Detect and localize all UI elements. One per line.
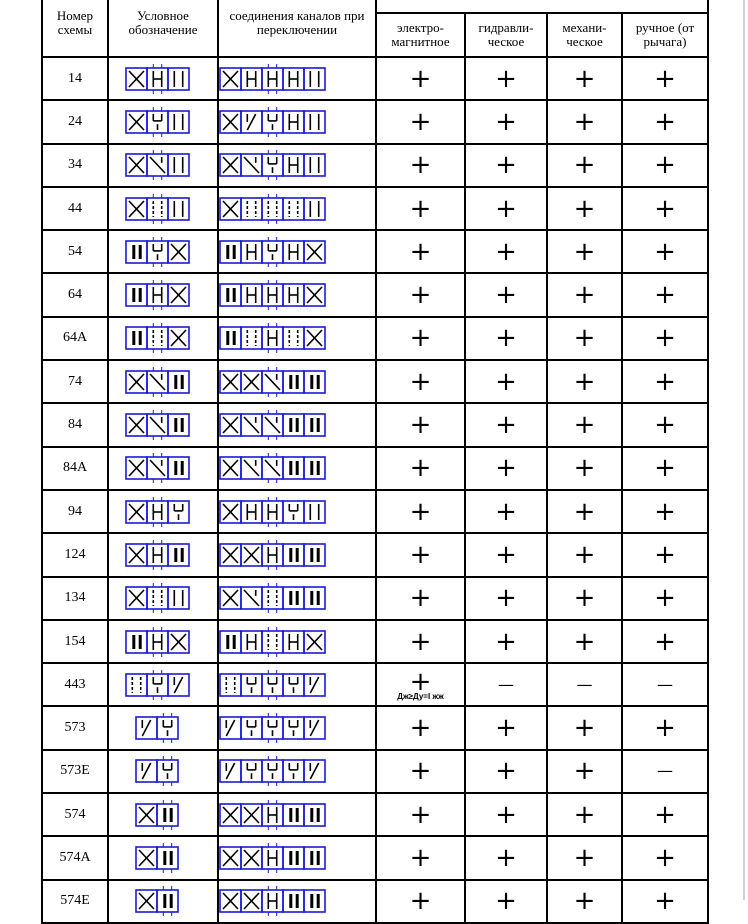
scheme-symbol bbox=[108, 57, 218, 100]
mark-symbol: + bbox=[409, 756, 432, 787]
mark-hydraulic bbox=[465, 836, 547, 879]
mark-electromagnetic bbox=[376, 750, 465, 793]
scheme-number: 74 bbox=[42, 360, 108, 403]
mark-symbol: + bbox=[495, 150, 517, 181]
mark-symbol: + bbox=[409, 150, 432, 181]
scheme-number: 573Е bbox=[42, 750, 108, 793]
mark-symbol: + bbox=[654, 496, 676, 527]
mark-hydraulic bbox=[465, 403, 547, 446]
header-symbol: Условное обозначение bbox=[108, 0, 218, 57]
scheme-connections bbox=[218, 360, 376, 403]
valve-connections-diagram bbox=[220, 578, 374, 618]
scheme-symbol bbox=[108, 663, 218, 706]
mark-symbol: + bbox=[409, 713, 432, 744]
mark-electromagnetic bbox=[376, 403, 465, 446]
table-row bbox=[42, 620, 708, 663]
valve-connections-diagram bbox=[220, 708, 374, 748]
scheme-symbol bbox=[108, 533, 218, 576]
mark-symbol: + bbox=[573, 756, 596, 787]
scheme-symbol bbox=[108, 187, 218, 230]
scheme-connections bbox=[218, 57, 376, 100]
scheme-number: 574 bbox=[42, 793, 108, 836]
mark-symbol: + bbox=[573, 366, 596, 397]
scheme-number: 154 bbox=[42, 620, 108, 663]
mark-electromagnetic bbox=[376, 490, 465, 533]
mark-hydraulic bbox=[465, 273, 547, 316]
mark-symbol: + bbox=[409, 280, 432, 311]
scheme-symbol bbox=[108, 360, 218, 403]
scheme-connections bbox=[218, 490, 376, 533]
mark-symbol: + bbox=[495, 193, 517, 224]
valve-symbol bbox=[110, 838, 216, 878]
valve-connections-diagram bbox=[220, 362, 374, 402]
scheme-connections bbox=[218, 663, 376, 706]
valve-connections-diagram bbox=[220, 145, 374, 185]
mark-symbol: + bbox=[573, 799, 596, 830]
mark-hydraulic bbox=[465, 317, 547, 360]
scheme-number: 54 bbox=[42, 230, 108, 273]
mark-symbol: + bbox=[495, 539, 517, 570]
table-row bbox=[42, 403, 708, 446]
mark-manual bbox=[622, 533, 708, 576]
mark-symbol: + bbox=[573, 323, 596, 354]
mark-manual bbox=[622, 447, 708, 490]
scheme-number: 84А bbox=[42, 447, 108, 490]
valve-connections-diagram bbox=[220, 751, 374, 791]
mark-symbol: + bbox=[654, 539, 676, 570]
mark-symbol: + bbox=[495, 323, 517, 354]
mark-hydraulic bbox=[465, 880, 547, 923]
mark-electromagnetic bbox=[376, 577, 465, 620]
mark-manual bbox=[622, 57, 708, 100]
mark-manual bbox=[622, 706, 708, 749]
valve-connections-diagram bbox=[220, 881, 374, 921]
mark-symbol: + bbox=[654, 842, 676, 873]
valve-symbol bbox=[110, 535, 216, 575]
mark-electromagnetic bbox=[376, 57, 465, 100]
mark-symbol: — bbox=[576, 674, 593, 694]
scheme-connections bbox=[218, 620, 376, 663]
mark-symbol: + bbox=[495, 236, 517, 267]
mark-manual bbox=[622, 144, 708, 187]
table-row bbox=[42, 793, 708, 836]
mark-symbol: + bbox=[409, 496, 432, 527]
mark-electromagnetic bbox=[376, 620, 465, 663]
valve-symbol bbox=[110, 318, 216, 358]
mark-note: Дж≥Ду=I жж bbox=[397, 691, 444, 701]
table-row bbox=[42, 836, 708, 879]
mark-symbol: + bbox=[654, 410, 676, 441]
mark-symbol: + bbox=[573, 539, 596, 570]
valve-connections-diagram bbox=[220, 622, 374, 662]
valve-symbol bbox=[110, 708, 216, 748]
mark-symbol: — bbox=[657, 761, 673, 781]
scheme-number: 124 bbox=[42, 533, 108, 576]
valve-symbol bbox=[110, 145, 216, 185]
mark-electromagnetic bbox=[376, 317, 465, 360]
mark-symbol: + bbox=[495, 583, 517, 614]
mark-symbol: + bbox=[573, 280, 596, 311]
valve-symbol bbox=[110, 881, 216, 921]
scheme-symbol bbox=[108, 577, 218, 620]
valve-symbol bbox=[110, 622, 216, 662]
mark-electromagnetic bbox=[376, 793, 465, 836]
table-row bbox=[42, 880, 708, 923]
scheme-connections bbox=[218, 317, 376, 360]
mark-symbol: + bbox=[654, 453, 676, 484]
mark-manual bbox=[622, 880, 708, 923]
mark-mechanical bbox=[547, 187, 622, 230]
header-control-group bbox=[376, 0, 708, 13]
valve-symbol bbox=[110, 275, 216, 315]
scheme-connections bbox=[218, 577, 376, 620]
mark-symbol: + bbox=[654, 886, 676, 917]
mark-symbol: + bbox=[573, 410, 596, 441]
valve-connections-diagram bbox=[220, 232, 374, 272]
mark-symbol: + bbox=[495, 280, 517, 311]
mark-symbol: + bbox=[654, 366, 676, 397]
valve-connections-diagram bbox=[220, 665, 374, 705]
table-row bbox=[42, 577, 708, 620]
mark-symbol: + bbox=[495, 756, 517, 787]
mark-hydraulic bbox=[465, 533, 547, 576]
mark-symbol: + bbox=[573, 150, 596, 181]
table-row bbox=[42, 273, 708, 316]
scheme-connections bbox=[218, 144, 376, 187]
mark-mechanical bbox=[547, 577, 622, 620]
mark-symbol: + bbox=[495, 842, 517, 873]
scheme-connections bbox=[218, 750, 376, 793]
mark-symbol: + bbox=[495, 626, 517, 657]
mark-symbol: + bbox=[495, 713, 517, 744]
valve-symbol bbox=[110, 232, 216, 272]
scheme-number: 94 bbox=[42, 490, 108, 533]
scheme-symbol bbox=[108, 100, 218, 143]
mark-symbol: + bbox=[409, 410, 432, 441]
table-row bbox=[42, 317, 708, 360]
table-row bbox=[42, 447, 708, 490]
valve-connections-diagram bbox=[220, 838, 374, 878]
mark-mechanical bbox=[547, 230, 622, 273]
mark-mechanical bbox=[547, 836, 622, 879]
mark-hydraulic bbox=[465, 577, 547, 620]
mark-hydraulic bbox=[465, 230, 547, 273]
table-row bbox=[42, 144, 708, 187]
mark-mechanical bbox=[547, 100, 622, 143]
mark-symbol: + bbox=[409, 626, 432, 657]
mark-electromagnetic bbox=[376, 144, 465, 187]
mark-manual bbox=[622, 100, 708, 143]
mark-mechanical bbox=[547, 490, 622, 533]
scheme-number: 64А bbox=[42, 317, 108, 360]
header-connections: соединения каналов при переключении bbox=[218, 0, 376, 57]
mark-electromagnetic bbox=[376, 533, 465, 576]
scheme-symbol bbox=[108, 706, 218, 749]
valve-symbol bbox=[110, 59, 216, 99]
mark-symbol: + bbox=[409, 842, 432, 873]
mark-symbol: + bbox=[573, 886, 596, 917]
mark-electromagnetic bbox=[376, 447, 465, 490]
mark-hydraulic bbox=[465, 144, 547, 187]
scheme-number: 134 bbox=[42, 577, 108, 620]
valve-connections-diagram bbox=[220, 275, 374, 315]
mark-symbol: + bbox=[409, 193, 432, 224]
table-row bbox=[42, 533, 708, 576]
mark-symbol: + bbox=[573, 842, 596, 873]
mark-hydraulic bbox=[465, 447, 547, 490]
mark-manual bbox=[622, 620, 708, 663]
valve-connections-diagram bbox=[220, 189, 374, 229]
mark-electromagnetic bbox=[376, 836, 465, 879]
mark-symbol: + bbox=[409, 666, 432, 697]
mark-manual bbox=[622, 230, 708, 273]
mark-manual bbox=[622, 317, 708, 360]
mark-symbol: + bbox=[573, 583, 596, 614]
valve-symbol bbox=[110, 405, 216, 445]
mark-mechanical bbox=[547, 317, 622, 360]
scheme-number: 443 bbox=[42, 663, 108, 706]
mark-mechanical bbox=[547, 403, 622, 446]
valve-symbol bbox=[110, 492, 216, 532]
mark-hydraulic bbox=[465, 620, 547, 663]
mark-symbol: + bbox=[409, 63, 432, 94]
valve-symbol bbox=[110, 189, 216, 229]
mark-mechanical bbox=[547, 793, 622, 836]
mark-symbol: + bbox=[654, 323, 676, 354]
schemes-table bbox=[41, 0, 709, 924]
mark-mechanical bbox=[547, 144, 622, 187]
mark-manual bbox=[622, 360, 708, 403]
mark-symbol: + bbox=[573, 626, 596, 657]
mark-hydraulic bbox=[465, 100, 547, 143]
mark-manual bbox=[622, 273, 708, 316]
mark-electromagnetic bbox=[376, 663, 465, 706]
mark-mechanical bbox=[547, 273, 622, 316]
mark-mechanical bbox=[547, 880, 622, 923]
scheme-symbol bbox=[108, 273, 218, 316]
valve-symbol bbox=[110, 448, 216, 488]
mark-mechanical bbox=[547, 620, 622, 663]
mark-symbol: + bbox=[409, 453, 432, 484]
table-row bbox=[42, 706, 708, 749]
valve-connections-diagram bbox=[220, 448, 374, 488]
mark-symbol: + bbox=[495, 453, 517, 484]
scheme-number: 14 bbox=[42, 57, 108, 100]
mark-symbol: + bbox=[654, 63, 676, 94]
header-scheme-number: Номер схемы bbox=[42, 0, 108, 57]
scheme-number: 84 bbox=[42, 403, 108, 446]
table-row bbox=[42, 57, 708, 100]
scheme-symbol bbox=[108, 620, 218, 663]
mark-manual bbox=[622, 490, 708, 533]
mark-electromagnetic bbox=[376, 880, 465, 923]
valve-connections-diagram bbox=[220, 492, 374, 532]
mark-symbol: + bbox=[495, 63, 517, 94]
mark-symbol: + bbox=[654, 236, 676, 267]
mark-electromagnetic bbox=[376, 706, 465, 749]
scheme-symbol bbox=[108, 880, 218, 923]
mark-symbol: + bbox=[573, 453, 596, 484]
page-edge bbox=[743, 0, 745, 900]
mark-symbol: + bbox=[654, 193, 676, 224]
table-row bbox=[42, 100, 708, 143]
scheme-number: 574А bbox=[42, 836, 108, 879]
header-manual: ручное (от рычага) bbox=[622, 13, 708, 57]
valve-connections-diagram bbox=[220, 405, 374, 445]
table-row bbox=[42, 187, 708, 230]
scheme-connections bbox=[218, 187, 376, 230]
table-row bbox=[42, 663, 708, 706]
scheme-number: 24 bbox=[42, 100, 108, 143]
scheme-number: 574Е bbox=[42, 880, 108, 923]
valve-symbol bbox=[110, 665, 216, 705]
scheme-symbol bbox=[108, 317, 218, 360]
table-row bbox=[42, 490, 708, 533]
scheme-connections bbox=[218, 533, 376, 576]
mark-mechanical bbox=[547, 360, 622, 403]
mark-symbol: + bbox=[654, 583, 676, 614]
scheme-number: 44 bbox=[42, 187, 108, 230]
mark-symbol: + bbox=[495, 886, 517, 917]
scheme-symbol bbox=[108, 403, 218, 446]
mark-symbol: + bbox=[409, 236, 432, 267]
mark-mechanical bbox=[547, 750, 622, 793]
mark-hydraulic bbox=[465, 663, 547, 706]
mark-hydraulic bbox=[465, 706, 547, 749]
mark-symbol: + bbox=[495, 366, 517, 397]
mark-symbol: + bbox=[409, 583, 432, 614]
mark-hydraulic bbox=[465, 750, 547, 793]
scheme-connections bbox=[218, 706, 376, 749]
mark-mechanical bbox=[547, 663, 622, 706]
table-row bbox=[42, 750, 708, 793]
table-row bbox=[42, 230, 708, 273]
mark-symbol: + bbox=[495, 496, 517, 527]
header-hydraulic: гидравли-ческое bbox=[465, 13, 547, 57]
valve-symbol bbox=[110, 751, 216, 791]
mark-symbol: + bbox=[409, 886, 432, 917]
mark-electromagnetic bbox=[376, 273, 465, 316]
scheme-connections bbox=[218, 100, 376, 143]
scheme-symbol bbox=[108, 144, 218, 187]
mark-manual bbox=[622, 577, 708, 620]
scheme-connections bbox=[218, 403, 376, 446]
valve-connections-diagram bbox=[220, 318, 374, 358]
scheme-number: 64 bbox=[42, 273, 108, 316]
scheme-connections bbox=[218, 273, 376, 316]
valve-connections-diagram bbox=[220, 535, 374, 575]
mark-symbol: — bbox=[498, 674, 514, 694]
mark-hydraulic bbox=[465, 57, 547, 100]
scheme-connections bbox=[218, 230, 376, 273]
mark-symbol: + bbox=[573, 193, 596, 224]
mark-symbol: + bbox=[654, 626, 676, 657]
mark-mechanical bbox=[547, 533, 622, 576]
mark-symbol: + bbox=[409, 799, 432, 830]
valve-connections-diagram bbox=[220, 795, 374, 835]
mark-symbol: + bbox=[573, 496, 596, 527]
mark-symbol: + bbox=[654, 799, 676, 830]
mark-hydraulic bbox=[465, 187, 547, 230]
scheme-connections bbox=[218, 447, 376, 490]
mark-manual bbox=[622, 187, 708, 230]
mark-symbol: — bbox=[657, 674, 673, 694]
table-row bbox=[42, 360, 708, 403]
mark-manual bbox=[622, 403, 708, 446]
mark-hydraulic bbox=[465, 490, 547, 533]
mark-mechanical bbox=[547, 447, 622, 490]
mark-electromagnetic bbox=[376, 100, 465, 143]
mark-symbol: + bbox=[495, 799, 517, 830]
mark-symbol: + bbox=[495, 410, 517, 441]
scheme-connections bbox=[218, 880, 376, 923]
scheme-symbol bbox=[108, 230, 218, 273]
mark-electromagnetic bbox=[376, 360, 465, 403]
mark-symbol: + bbox=[409, 366, 432, 397]
scheme-symbol bbox=[108, 836, 218, 879]
mark-manual bbox=[622, 836, 708, 879]
mark-symbol: + bbox=[654, 106, 676, 137]
mark-electromagnetic bbox=[376, 230, 465, 273]
mark-hydraulic bbox=[465, 360, 547, 403]
mark-mechanical bbox=[547, 57, 622, 100]
scheme-connections bbox=[218, 836, 376, 879]
scheme-number: 573 bbox=[42, 706, 108, 749]
mark-symbol: + bbox=[573, 106, 596, 137]
mark-symbol: + bbox=[573, 713, 596, 744]
header-electromagnetic: электро-магнитное bbox=[376, 13, 465, 57]
mark-symbol: + bbox=[409, 323, 432, 354]
scheme-symbol bbox=[108, 490, 218, 533]
valve-symbol bbox=[110, 102, 216, 142]
valve-connections-diagram bbox=[220, 102, 374, 142]
mark-symbol: + bbox=[573, 236, 596, 267]
valve-symbol bbox=[110, 795, 216, 835]
mark-symbol: + bbox=[654, 150, 676, 181]
mark-manual bbox=[622, 793, 708, 836]
mark-hydraulic bbox=[465, 793, 547, 836]
valve-symbol bbox=[110, 578, 216, 618]
scheme-symbol bbox=[108, 750, 218, 793]
valve-connections-diagram bbox=[220, 59, 374, 99]
scheme-symbol bbox=[108, 793, 218, 836]
mark-symbol: + bbox=[573, 63, 596, 94]
mark-symbol: + bbox=[495, 106, 517, 137]
scheme-connections bbox=[218, 793, 376, 836]
mark-symbol: + bbox=[409, 539, 432, 570]
mark-symbol: + bbox=[654, 280, 676, 311]
mark-manual bbox=[622, 750, 708, 793]
mark-electromagnetic bbox=[376, 187, 465, 230]
header-mechanical: механи-ческое bbox=[547, 13, 622, 57]
mark-manual bbox=[622, 663, 708, 706]
scheme-number: 34 bbox=[42, 144, 108, 187]
mark-symbol: + bbox=[654, 713, 676, 744]
mark-mechanical bbox=[547, 706, 622, 749]
valve-symbol bbox=[110, 362, 216, 402]
scheme-symbol bbox=[108, 447, 218, 490]
mark-symbol: + bbox=[409, 106, 432, 137]
